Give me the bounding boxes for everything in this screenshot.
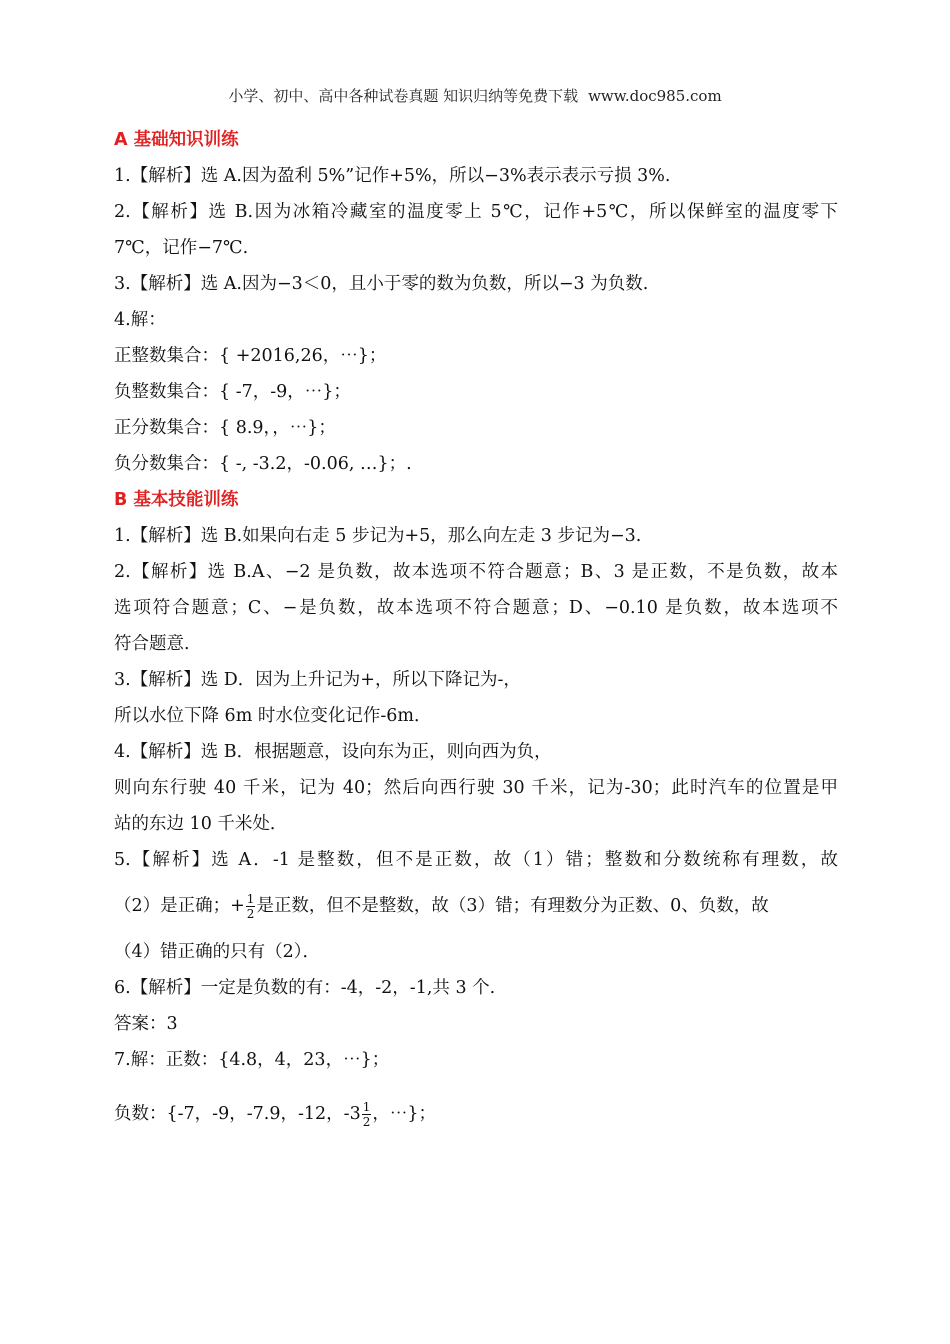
- page-header: [0, 86, 950, 106]
- section-b-line-4: 符合题意.: [114, 634, 190, 654]
- line-7b-before: 负数：{-7，-9，-7.9，-12，-3: [114, 1104, 361, 1124]
- line-5b-after: 是正数，但不是整数，故（3）错；有理数分为正数、0、负数，故: [256, 896, 769, 916]
- fraction-numerator: 1: [246, 892, 255, 906]
- section-b-line-6: 所以水位下降 6m 时水位变化记作-6m．: [114, 706, 432, 726]
- fraction-denominator: 2: [246, 907, 255, 921]
- section-b-line-5c: （4）错正确的只有（2）．: [114, 942, 321, 962]
- section-b-line-5: 3.【解析】选 D．因为上升记为+，所以下降记为-，: [114, 670, 521, 690]
- section-b-line-3: 选项符合题意；C、−是负数，故本选项不符合题意；D、−0.10 是负数，故本选项不: [114, 598, 838, 618]
- section-a-line-4: 3.【解析】选 A.因为−3＜0，且小于零的数为负数，所以−3 为负数.: [114, 274, 649, 294]
- section-a-line-9: 负分数集合：{ -, -3.2，-0.06, …}；.: [114, 454, 412, 474]
- section-b-line-5b: [114, 878, 838, 934]
- section-b-line-10: 5.【解析】选 A．-1 是整数，但不是正数，故（1）错；整数和分数统称有理数，故: [114, 850, 838, 870]
- header-text: 小学、初中、高中各种试卷真题 知识归纳等免费下载: [228, 87, 579, 105]
- section-b-line-8: 则向东行驶 40 千米，记为 40；然后向西行驶 30 千米，记为-30；此时汽车的位置是甲: [114, 778, 838, 798]
- section-b-title: B 基本技能训练: [114, 490, 239, 510]
- section-a-line-6: 正整数集合：{ +2016,26，⋯}；: [114, 346, 387, 366]
- fraction-one-half-2: [362, 1100, 372, 1129]
- section-a-line-5: 4.解：: [114, 310, 166, 330]
- section-b-line-7b: [114, 1086, 838, 1142]
- line-5b-before: （2）是正确；+: [114, 896, 245, 916]
- section-b-line-7-item: 7.解：正数：{4.8，4，23，⋯}；: [114, 1050, 390, 1070]
- fraction-numerator-2: 1: [362, 1100, 371, 1114]
- section-a-line-7: 负整数集合：{ -7，-9，⋯}；: [114, 382, 351, 402]
- fraction-one-half: [246, 892, 256, 921]
- fraction-denominator-2: 2: [362, 1115, 371, 1129]
- section-a-line-1: 1.【解析】选 A.因为盈利 5%”记作+5%，所以−3%表示表示亏损 3%.: [114, 166, 671, 186]
- section-b-line-1: 1.【解析】选 B.如果向右走 5 步记为+5，那么向左走 3 步记为−3.: [114, 526, 642, 546]
- section-a-line-3: 7℃，记作−7℃.: [114, 238, 249, 258]
- section-b-line-7: 4.【解析】选 B．根据题意，设向东为正，则向西为负，: [114, 742, 552, 762]
- document-body: [114, 122, 838, 1142]
- section-a-line-2: 2.【解析】选 B.因为冰箱冷藏室的温度零上 5℃，记作+5℃，所以保鲜室的温度零下: [114, 202, 838, 222]
- header-url[interactable]: www.doc985.com: [588, 87, 722, 105]
- section-b-line-6-item: 6.【解析】一定是负数的有：-4，-2，-1,共 3 个.: [114, 978, 496, 998]
- section-b-answer: 答案：3: [114, 1014, 178, 1034]
- section-b-line-2: 2.【解析】选 B.A、−2 是负数，故本选项不符合题意；B、3 是正数，不是负数，故本: [114, 562, 838, 582]
- section-b-line-9: 站的东边 10 千米处．: [114, 814, 288, 834]
- line-7b-after: ，⋯}；: [372, 1104, 436, 1124]
- section-a-title: A 基础知识训练: [114, 130, 239, 150]
- section-a-line-8: 正分数集合：{ 8.9，，⋯}；: [114, 418, 336, 438]
